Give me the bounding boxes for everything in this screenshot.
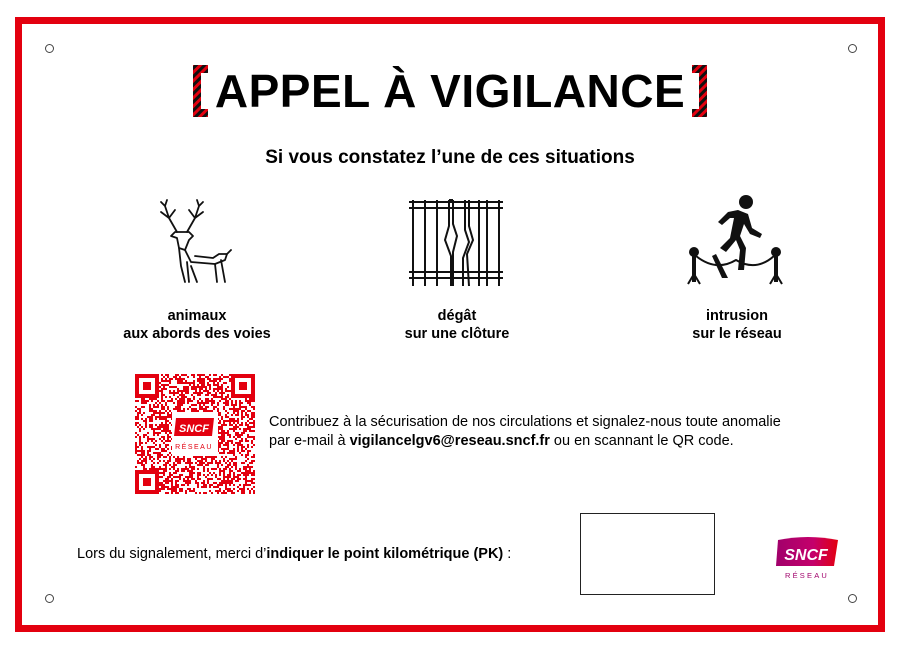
vigilance-sign xyxy=(15,17,885,632)
contribution-line-2 xyxy=(269,432,781,451)
caption-line: intrusion xyxy=(705,308,769,324)
caption-line: animaux xyxy=(167,308,227,324)
right-bracket-icon xyxy=(691,64,709,118)
logo-sub: RÉSEAU xyxy=(784,571,830,580)
qr-logo-brand: SNCF xyxy=(179,423,209,435)
pk-suffix: : xyxy=(503,546,512,562)
pk-instruction xyxy=(77,546,511,562)
pk-bold: indiquer le point kilométrique (PK) xyxy=(266,546,504,562)
caption-intrusion xyxy=(642,307,832,343)
caption-line: dégât xyxy=(437,308,477,324)
caption-fence xyxy=(362,307,552,343)
intruder-icon xyxy=(686,194,788,286)
caption-line: aux abords des voies xyxy=(123,326,271,342)
left-bracket-icon xyxy=(191,64,209,118)
qr-sncf-logo xyxy=(174,418,214,451)
title-row xyxy=(22,64,878,118)
logo-brand: SNCF xyxy=(784,547,828,564)
page-title: APPEL À VIGILANCE xyxy=(214,65,686,117)
subtitle: Si vous constatez l’une de ces situations xyxy=(265,147,635,168)
mounting-hole-top-right xyxy=(848,44,857,53)
pk-prefix: Lors du signalement, merci d’ xyxy=(77,546,267,562)
contribution-text xyxy=(269,413,781,451)
pk-entry-box[interactable] xyxy=(580,513,715,595)
mounting-hole-bottom-right xyxy=(848,594,857,603)
mounting-hole-top-left xyxy=(45,44,54,53)
contribution-line-1: Contribuez à la sécurisation de nos circulations et signalez-nous toute anomalie xyxy=(269,414,781,430)
contribution-suffix: ou en scannant le QR code. xyxy=(549,433,734,449)
caption-line: sur le réseau xyxy=(692,326,782,342)
sncf-reseau-logo xyxy=(774,532,840,582)
deer-icon xyxy=(155,196,235,286)
damaged-fence-icon xyxy=(407,196,505,288)
caption-animals xyxy=(102,307,292,343)
qr-logo-sub: RÉSEAU xyxy=(175,444,213,451)
qr-code[interactable] xyxy=(135,374,255,494)
contact-email-link[interactable]: vigilancelgv6@reseau.sncf.fr xyxy=(349,433,550,449)
mounting-hole-bottom-left xyxy=(45,594,54,603)
caption-line: sur une clôture xyxy=(404,326,510,342)
contribution-prefix: par e-mail à xyxy=(269,433,350,449)
